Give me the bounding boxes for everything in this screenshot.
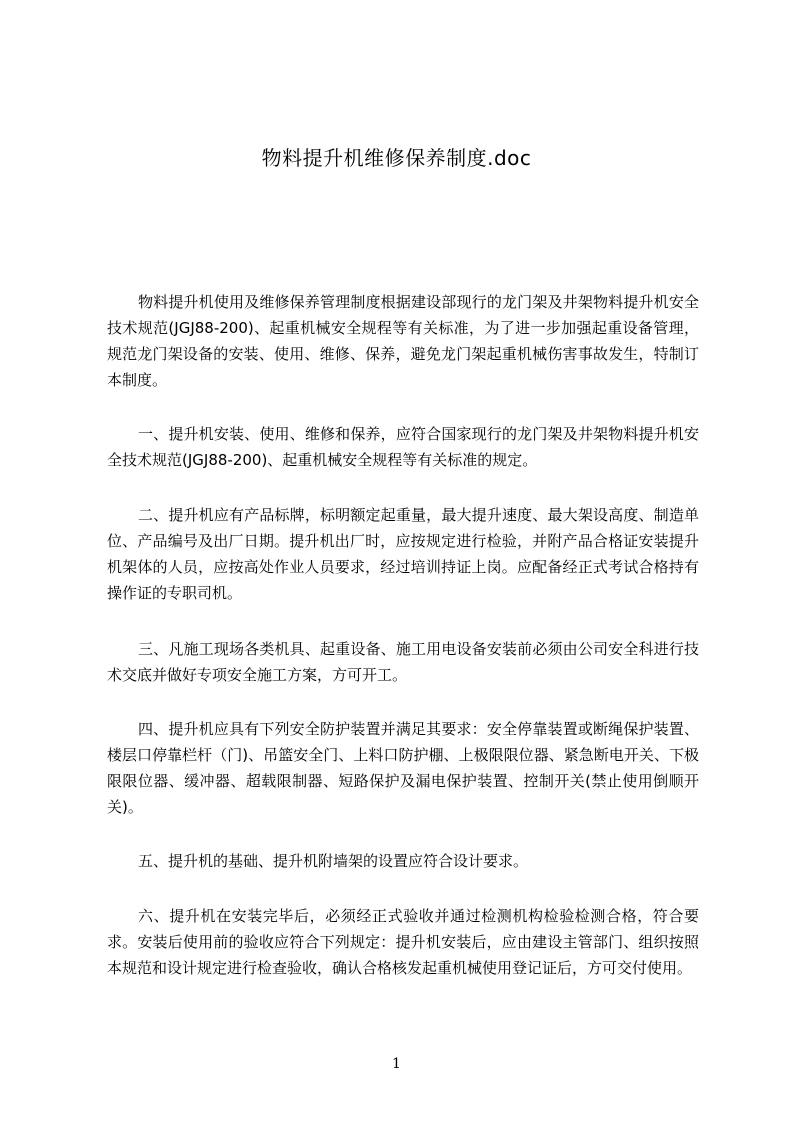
- paragraph-item-2: 二、提升机应有产品标牌，标明额定起重量，最大提升速度、最大架设高度、制造单位、产品编号及出厂日期。提升机出厂时，应按规定进行检验，并附产品合格证安装提升机架体的人员，应按高处作业人员要求，经过培训持证上岗。应配备经正式考试合格持有操作证的专职司机。: [107, 506, 699, 602]
- page-number: 1: [392, 1056, 401, 1072]
- paragraph-item-4: 四、提升机应具有下列安全防护装置并满足其要求：安全停靠装置或断绳保护装置、楼层口停靠栏杆（门)、吊篮安全门、上料口防护棚、上极限限位器、紧急断电开关、下极限限位器、缓冲器、超载限制器、短路保护及漏电保护装置、控制开关(禁止使用倒顺开关)。: [107, 720, 699, 816]
- document-title: 物料提升机维修保养制度.doc: [261, 146, 532, 170]
- paragraph-item-3: 三、凡施工现场各类机具、起重设备、施工用电设备安装前必须由公司安全科进行技术交底并做好专项安全施工方案，方可开工。: [107, 640, 699, 684]
- paragraph-item-6: 六、提升机在安装完毕后，必须经正式验收并通过检测机构检验检测合格，符合要求。安装后使用前的验收应符合下列规定：提升机安装后，应由建设主管部门、组织按照本规范和设计规定进行检查验收，确认合格核发起重机械使用登记证后，方可交付使用。: [107, 907, 699, 977]
- paragraph-item-5: 五、提升机的基础、提升机附墙架的设置应符合设计要求。: [138, 852, 529, 870]
- paragraph-intro: 物料提升机使用及维修保养管理制度根据建设部现行的龙门架及井架物料提升机安全技术规范(JGJ88-200)、起重机械安全规程等有关标准，为了进一步加强起重设备管理，规范龙门架设备的安装、使用、维修、保养，避免龙门架起重机械伤害事故发生，特制订本制度。: [107, 293, 699, 389]
- paragraph-item-1: 一、提升机安装、使用、维修和保养，应符合国家现行的龙门架及井架物料提升机安全技术规范(JGJ88-200)、起重机械安全规程等有关标准的规定。: [107, 425, 699, 469]
